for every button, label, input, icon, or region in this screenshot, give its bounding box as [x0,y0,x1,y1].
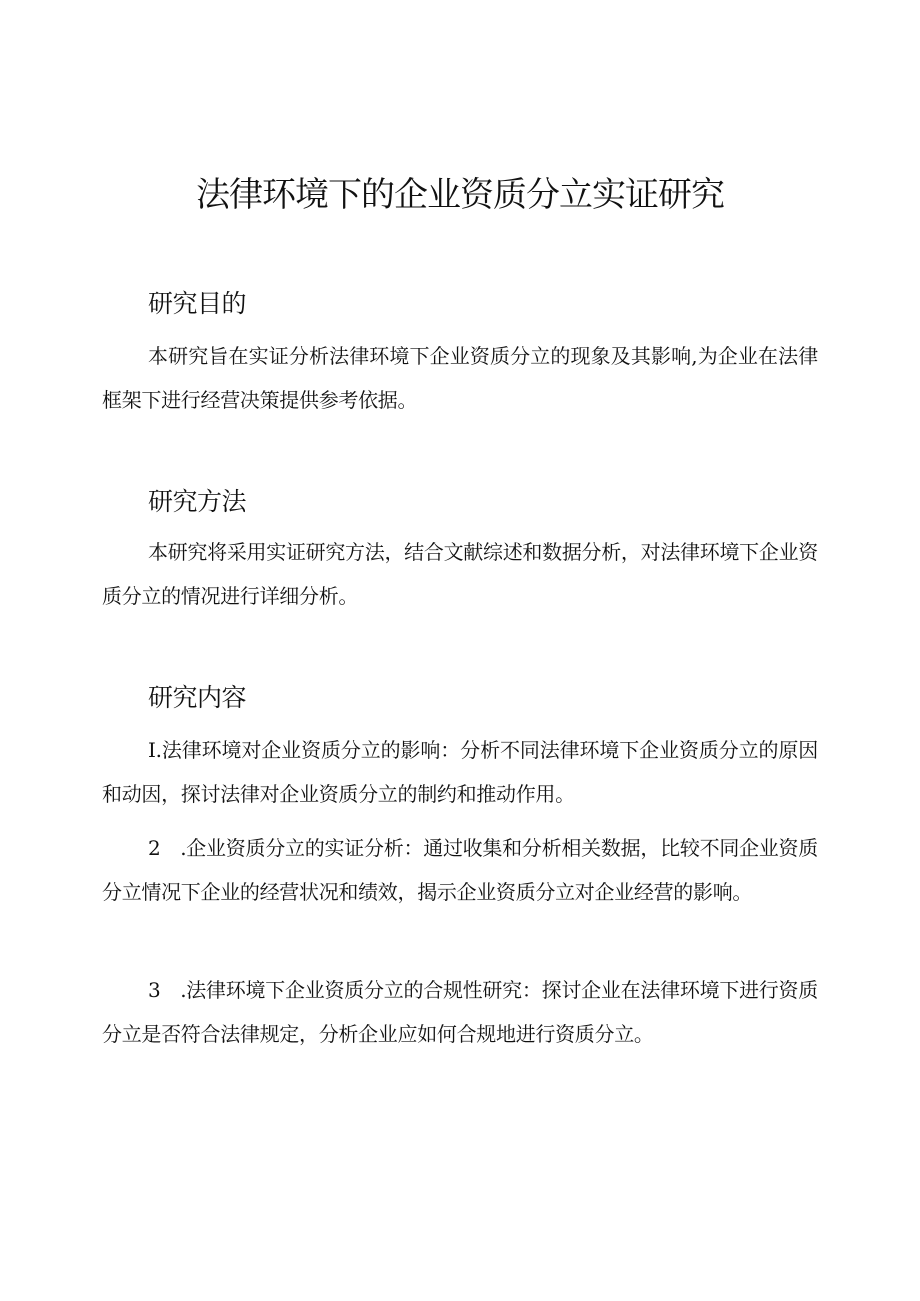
page-title: 法律环境下的企业资质分立实证研究 [196,175,724,215]
paragraph-content-item-2: 2 .企业资质分立的实证分析：通过收集和分析相关数据，比较不同企业资质分立情况下企业的经营状况和绩效，揭示企业资质分立对企业经营的影响。 [102,836,818,904]
section-heading-content: 研究内容 [148,683,247,712]
paragraph-content-item-1: I.法律环境对企业资质分立的影响：分析不同法律环境下企业资质分立的原因和动因，探讨法律对企业资质分立的制约和推动作用。 [102,738,818,806]
section-heading-method: 研究方法 [148,487,247,516]
paragraph-content-item-3: 3 .法律环境下企业资质分立的合规性研究：探讨企业在法律环境下进行资质分立是否符合法律规定，分析企业应如何合规地进行资质分立。 [102,978,818,1046]
paragraph-method: 本研究将采用实证研究方法，结合文献综述和数据分析，对法律环境下企业资质分立的情况进行详细分析。 [102,540,818,608]
section-heading-purpose: 研究目的 [148,289,247,318]
paragraph-purpose: 本研究旨在实证分析法律环境下企业资质分立的现象及其影响,为企业在法律框架下进行经营决策提供参考依据。 [102,344,818,412]
